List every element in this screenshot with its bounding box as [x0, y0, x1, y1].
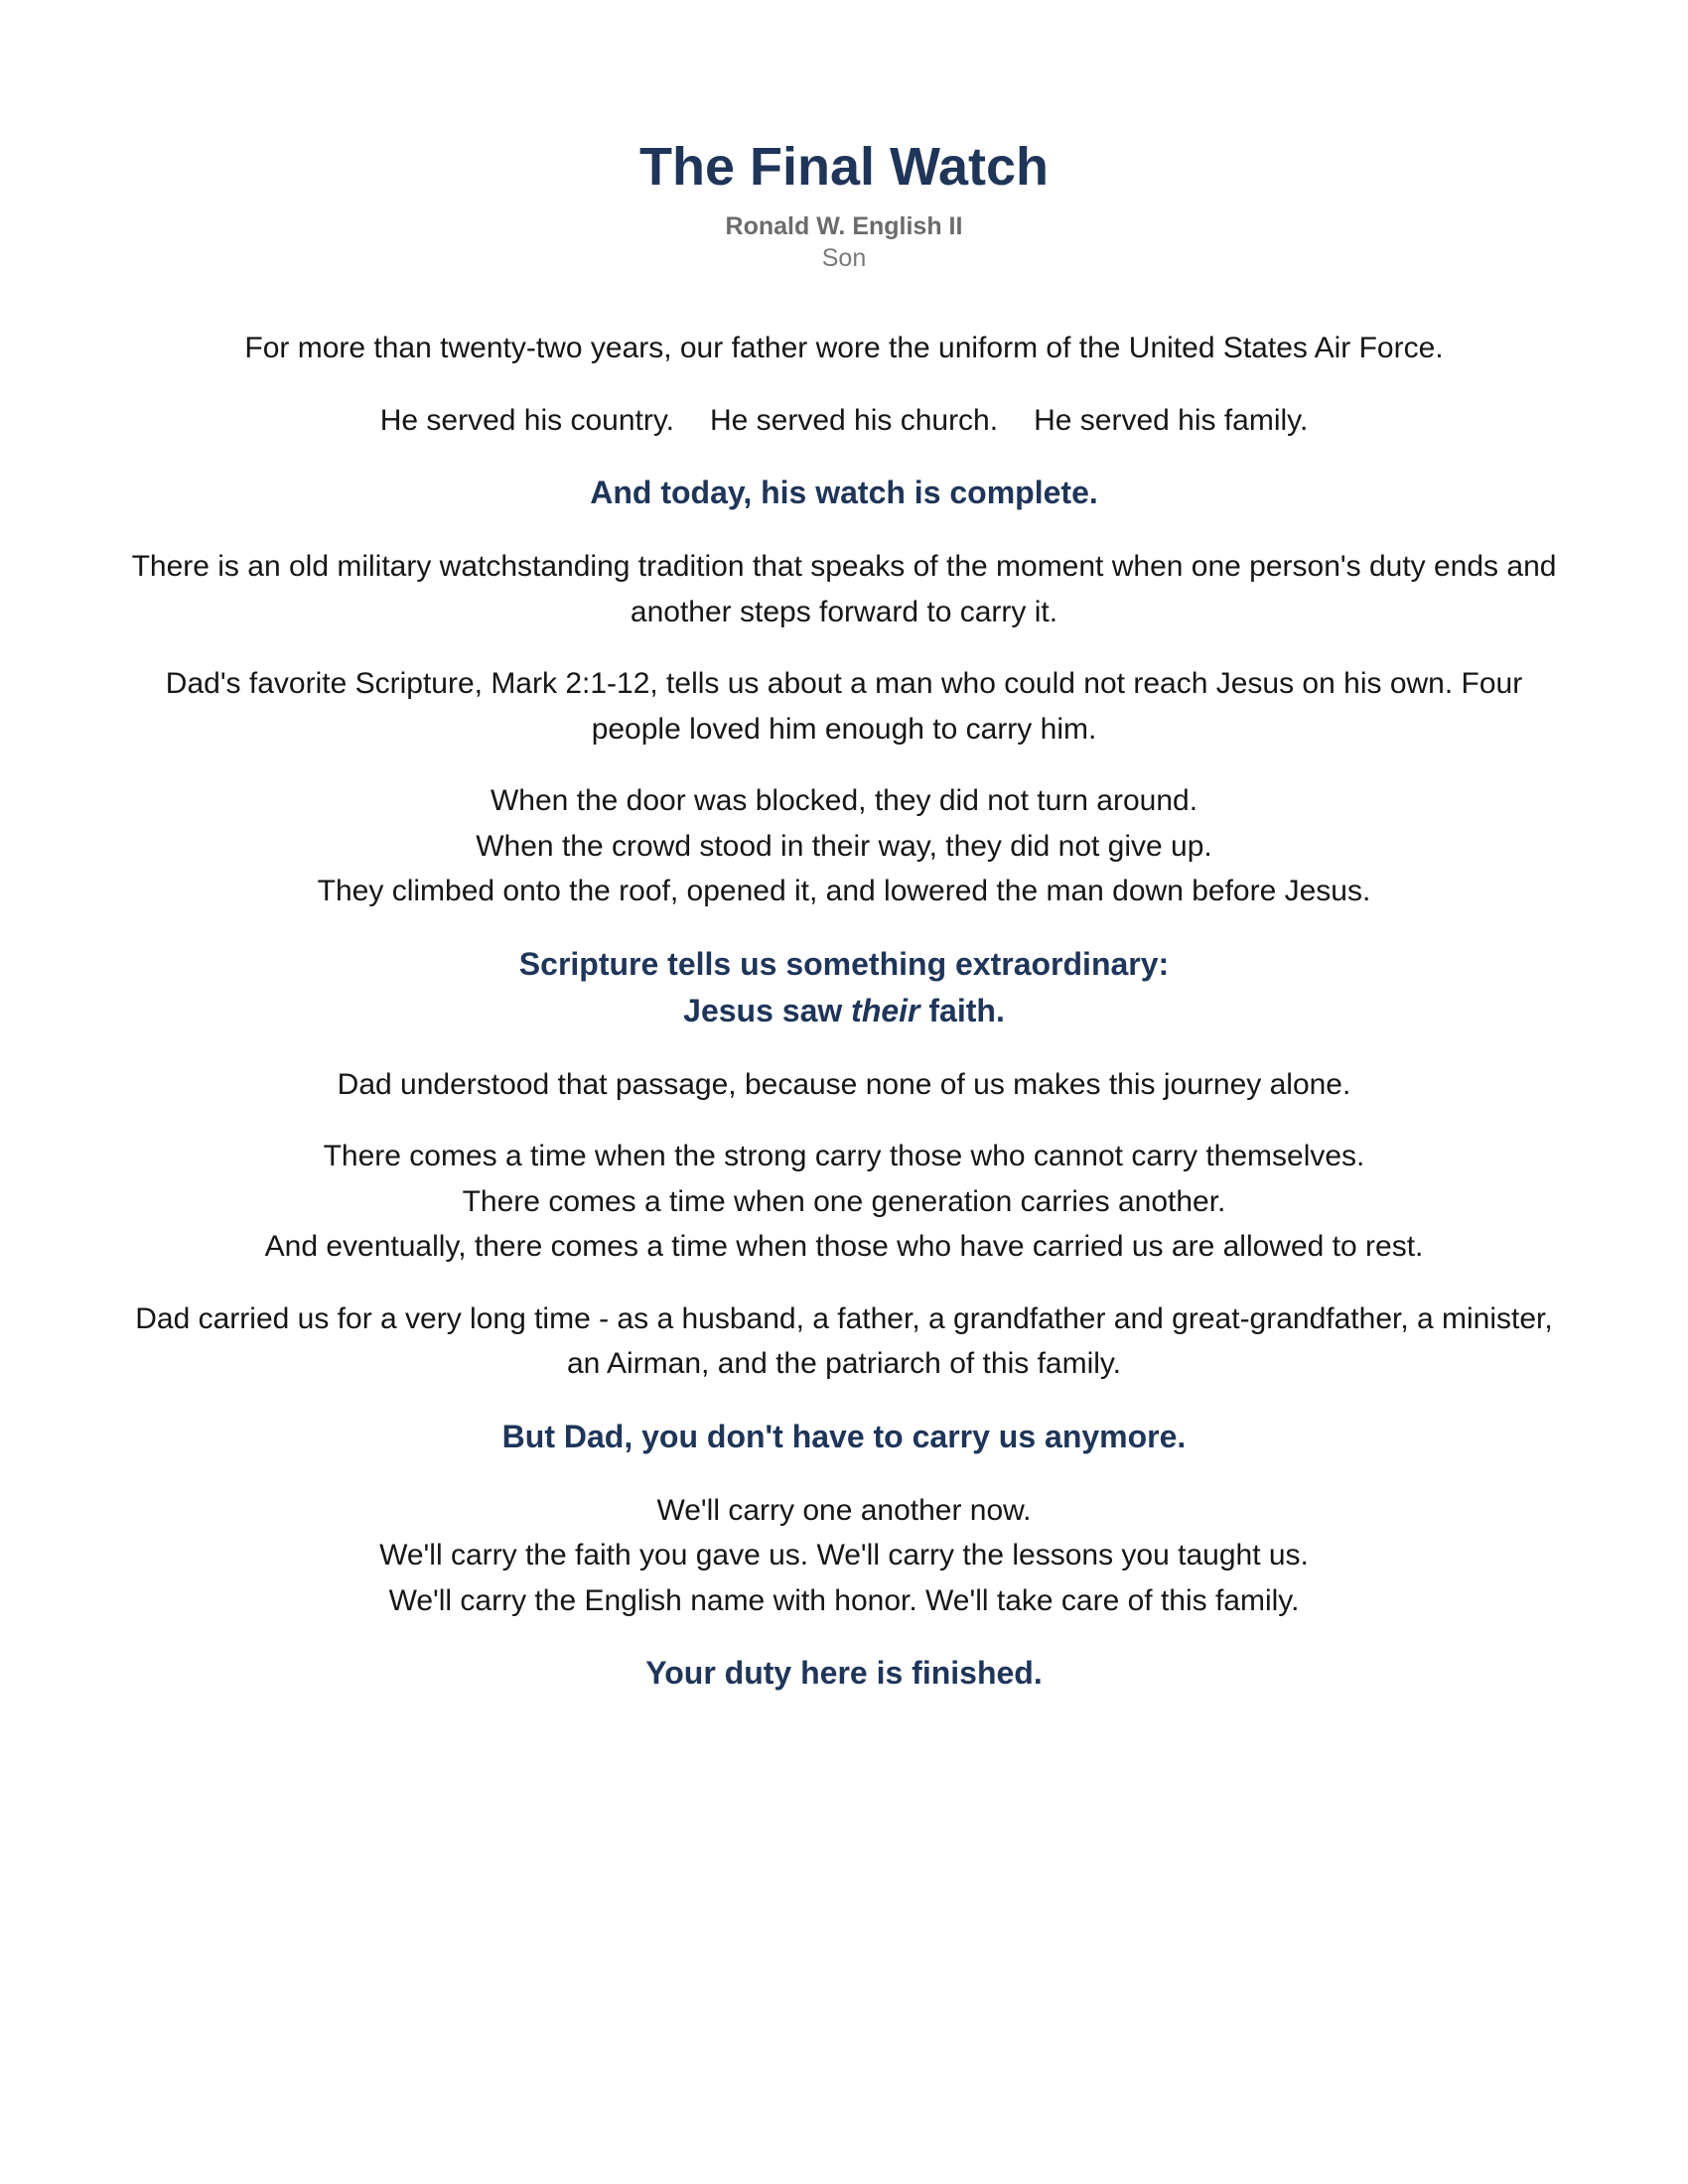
time-line: And eventually, there comes a time when those who have carried us are allowed to rest.	[264, 1230, 1424, 1263]
tradition-paragraph: There is an old military watchstanding tradition that speaks of the moment when one person's duty ends and another steps forward to carry it.	[131, 550, 1557, 628]
time-paragraph	[127, 1134, 1561, 1270]
carry-paragraph	[127, 1488, 1561, 1624]
door-paragraph	[127, 778, 1561, 914]
finished-heading: Your duty here is finished.	[645, 1655, 1043, 1691]
carry-line: We'll carry the faith you gave us. We'll carry the lessons you taught us.	[379, 1539, 1309, 1571]
carry-line: We'll carry one another now.	[656, 1493, 1032, 1527]
understood-paragraph: Dad understood that passage, because none of us makes this journey alone.	[337, 1067, 1351, 1101]
time-line: There comes a time when one generation carries another.	[462, 1184, 1226, 1218]
served-family: He served his family.	[1034, 403, 1309, 437]
author-name: Ronald W. English II	[725, 212, 963, 240]
eulogy-body	[127, 326, 1561, 1697]
dont-carry-heading: But Dad, you don't have to carry us anymore.	[501, 1418, 1187, 1454]
intro-paragraph: For more than twenty-two years, our father wore the uniform of the United States Air Force.	[244, 332, 1444, 364]
time-line: There comes a time when the strong carry those who cannot carry themselves.	[323, 1140, 1365, 1172]
carried-us-paragraph: Dad carried us for a very long time - as a husband, a father, a grandfather and great-grandfather, a minister, an Airman, and the patriarch of this family.	[135, 1301, 1553, 1380]
door-line: When the crowd stood in their way, they did not give up.	[476, 829, 1212, 863]
watch-complete-heading: And today, his watch is complete.	[590, 475, 1098, 510]
extraordinary-heading	[127, 941, 1561, 1034]
scripture-paragraph: Dad's favorite Scripture, Mark 2:1-12, tells us about a man who could not reach Jesus on his own. Four people loved him enough to carry him.	[165, 667, 1523, 746]
extraordinary-line-1: Scripture tells us something extraordinary:	[518, 945, 1170, 982]
served-church: He served his church.	[709, 403, 999, 437]
extraordinary-text-after: faith.	[919, 992, 1005, 1028]
extraordinary-line-2	[127, 988, 1561, 1034]
author-role: Son	[821, 244, 867, 272]
extraordinary-emphasis: their	[851, 992, 920, 1028]
door-line: They climbed onto the roof, opened it, and lowered the man down before Jesus.	[317, 875, 1371, 907]
served-country: He served his country.	[379, 403, 674, 437]
served-paragraph	[127, 398, 1561, 444]
extraordinary-text-before: Jesus saw	[683, 992, 852, 1028]
page-title: The Final Watch	[638, 137, 1049, 197]
carry-line: We'll carry the English name with honor. We'll take care of this family.	[388, 1583, 1300, 1617]
door-line: When the door was blocked, they did not turn around.	[490, 784, 1198, 817]
